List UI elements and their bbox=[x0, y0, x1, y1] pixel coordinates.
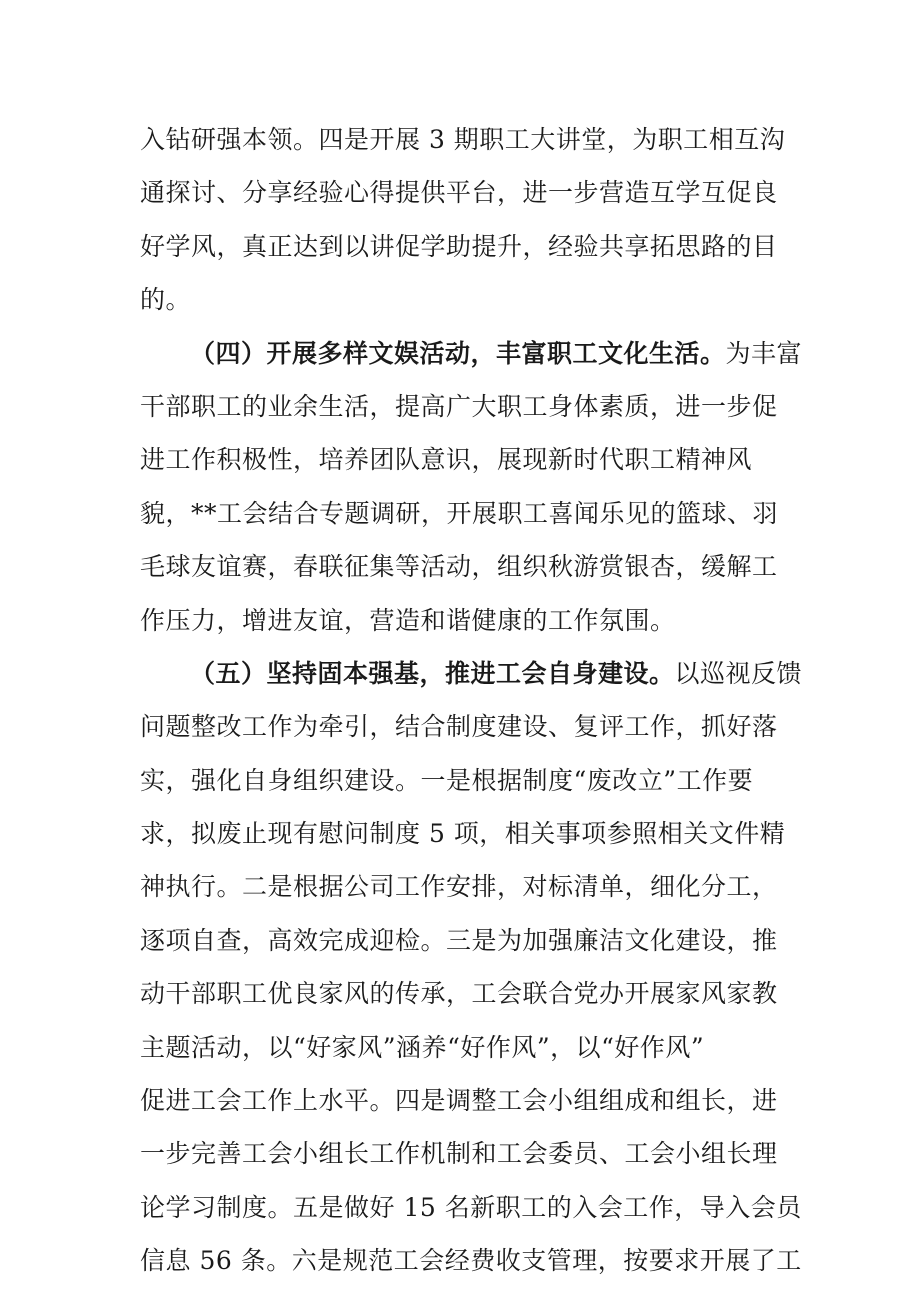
text-line: 好学风，真正达到以讲促学助提升，经验共享拓思路的目 bbox=[140, 231, 778, 261]
text-line: 干部职工的业余生活，提高广大职工身体素质，进一步促 bbox=[140, 391, 778, 421]
section-5-lead-text: 以巡视反馈 bbox=[674, 658, 803, 688]
text-line: 通探讨、分享经验心得提供平台，进一步营造互学互促良 bbox=[140, 178, 778, 208]
text-line: 的。 bbox=[140, 285, 192, 315]
text-line: 问题整改工作为牵引，结合制度建设、复评工作，抓好落 bbox=[140, 712, 778, 742]
text-line: 动干部职工优良家风的传承，工会联合党办开展家风家教 bbox=[140, 979, 778, 1009]
text-line: 逐项自查，高效完成迎检。三是为加强廉洁文化建设，推 bbox=[140, 925, 778, 955]
section-4-heading: （四）开展多样文娱活动，丰富职工文化生活。 bbox=[190, 338, 726, 368]
text-line: 神执行。二是根据公司工作安排，对标清单，细化分工， bbox=[140, 872, 778, 902]
body-text bbox=[140, 113, 803, 1288]
text-line: 入钻研强本领。四是开展 3 期职工大讲堂，为职工相互沟 bbox=[140, 125, 786, 154]
text-line: 进工作积极性，培养团队意识，展现新时代职工精神风 bbox=[140, 445, 753, 475]
text-line: 作压力，增进友谊，营造和谐健康的工作氛围。 bbox=[140, 605, 676, 635]
section-4-lead-text: 为丰富 bbox=[725, 338, 803, 368]
text-line: 论学习制度。五是做好 15 名新职工的入会工作，导入会员 bbox=[140, 1192, 802, 1222]
section-5-first-line bbox=[140, 647, 803, 700]
section-4-first-line bbox=[140, 327, 803, 380]
text-line: 信息 56 条。六是规范工会经费收支管理，按要求开展了工 bbox=[140, 1246, 802, 1276]
text-line: 促进工会工作上水平。四是调整工会小组组成和组长，进 bbox=[140, 1086, 778, 1116]
section-5-heading: （五）坚持固本强基，推进工会自身建设。 bbox=[190, 658, 675, 688]
text-line: 貌，**工会结合专题调研，开展职工喜闻乐见的篮球、羽 bbox=[140, 498, 779, 528]
text-line: 求，拟废止现有慰问制度 5 项，相关事项参照相关文件精 bbox=[140, 819, 786, 849]
text-line: 一步完善工会小组长工作机制和工会委员、工会小组长理 bbox=[140, 1139, 778, 1169]
text-line: 实，强化自身组织建设。一是根据制度“废改立”工作要 bbox=[140, 765, 754, 795]
text-line: 毛球友谊赛，春联征集等活动，组织秋游赏银杏，缓解工 bbox=[140, 552, 778, 582]
text-line: 主题活动，以“好家风”涵养“好作风”，以“好作风” bbox=[140, 1032, 705, 1062]
